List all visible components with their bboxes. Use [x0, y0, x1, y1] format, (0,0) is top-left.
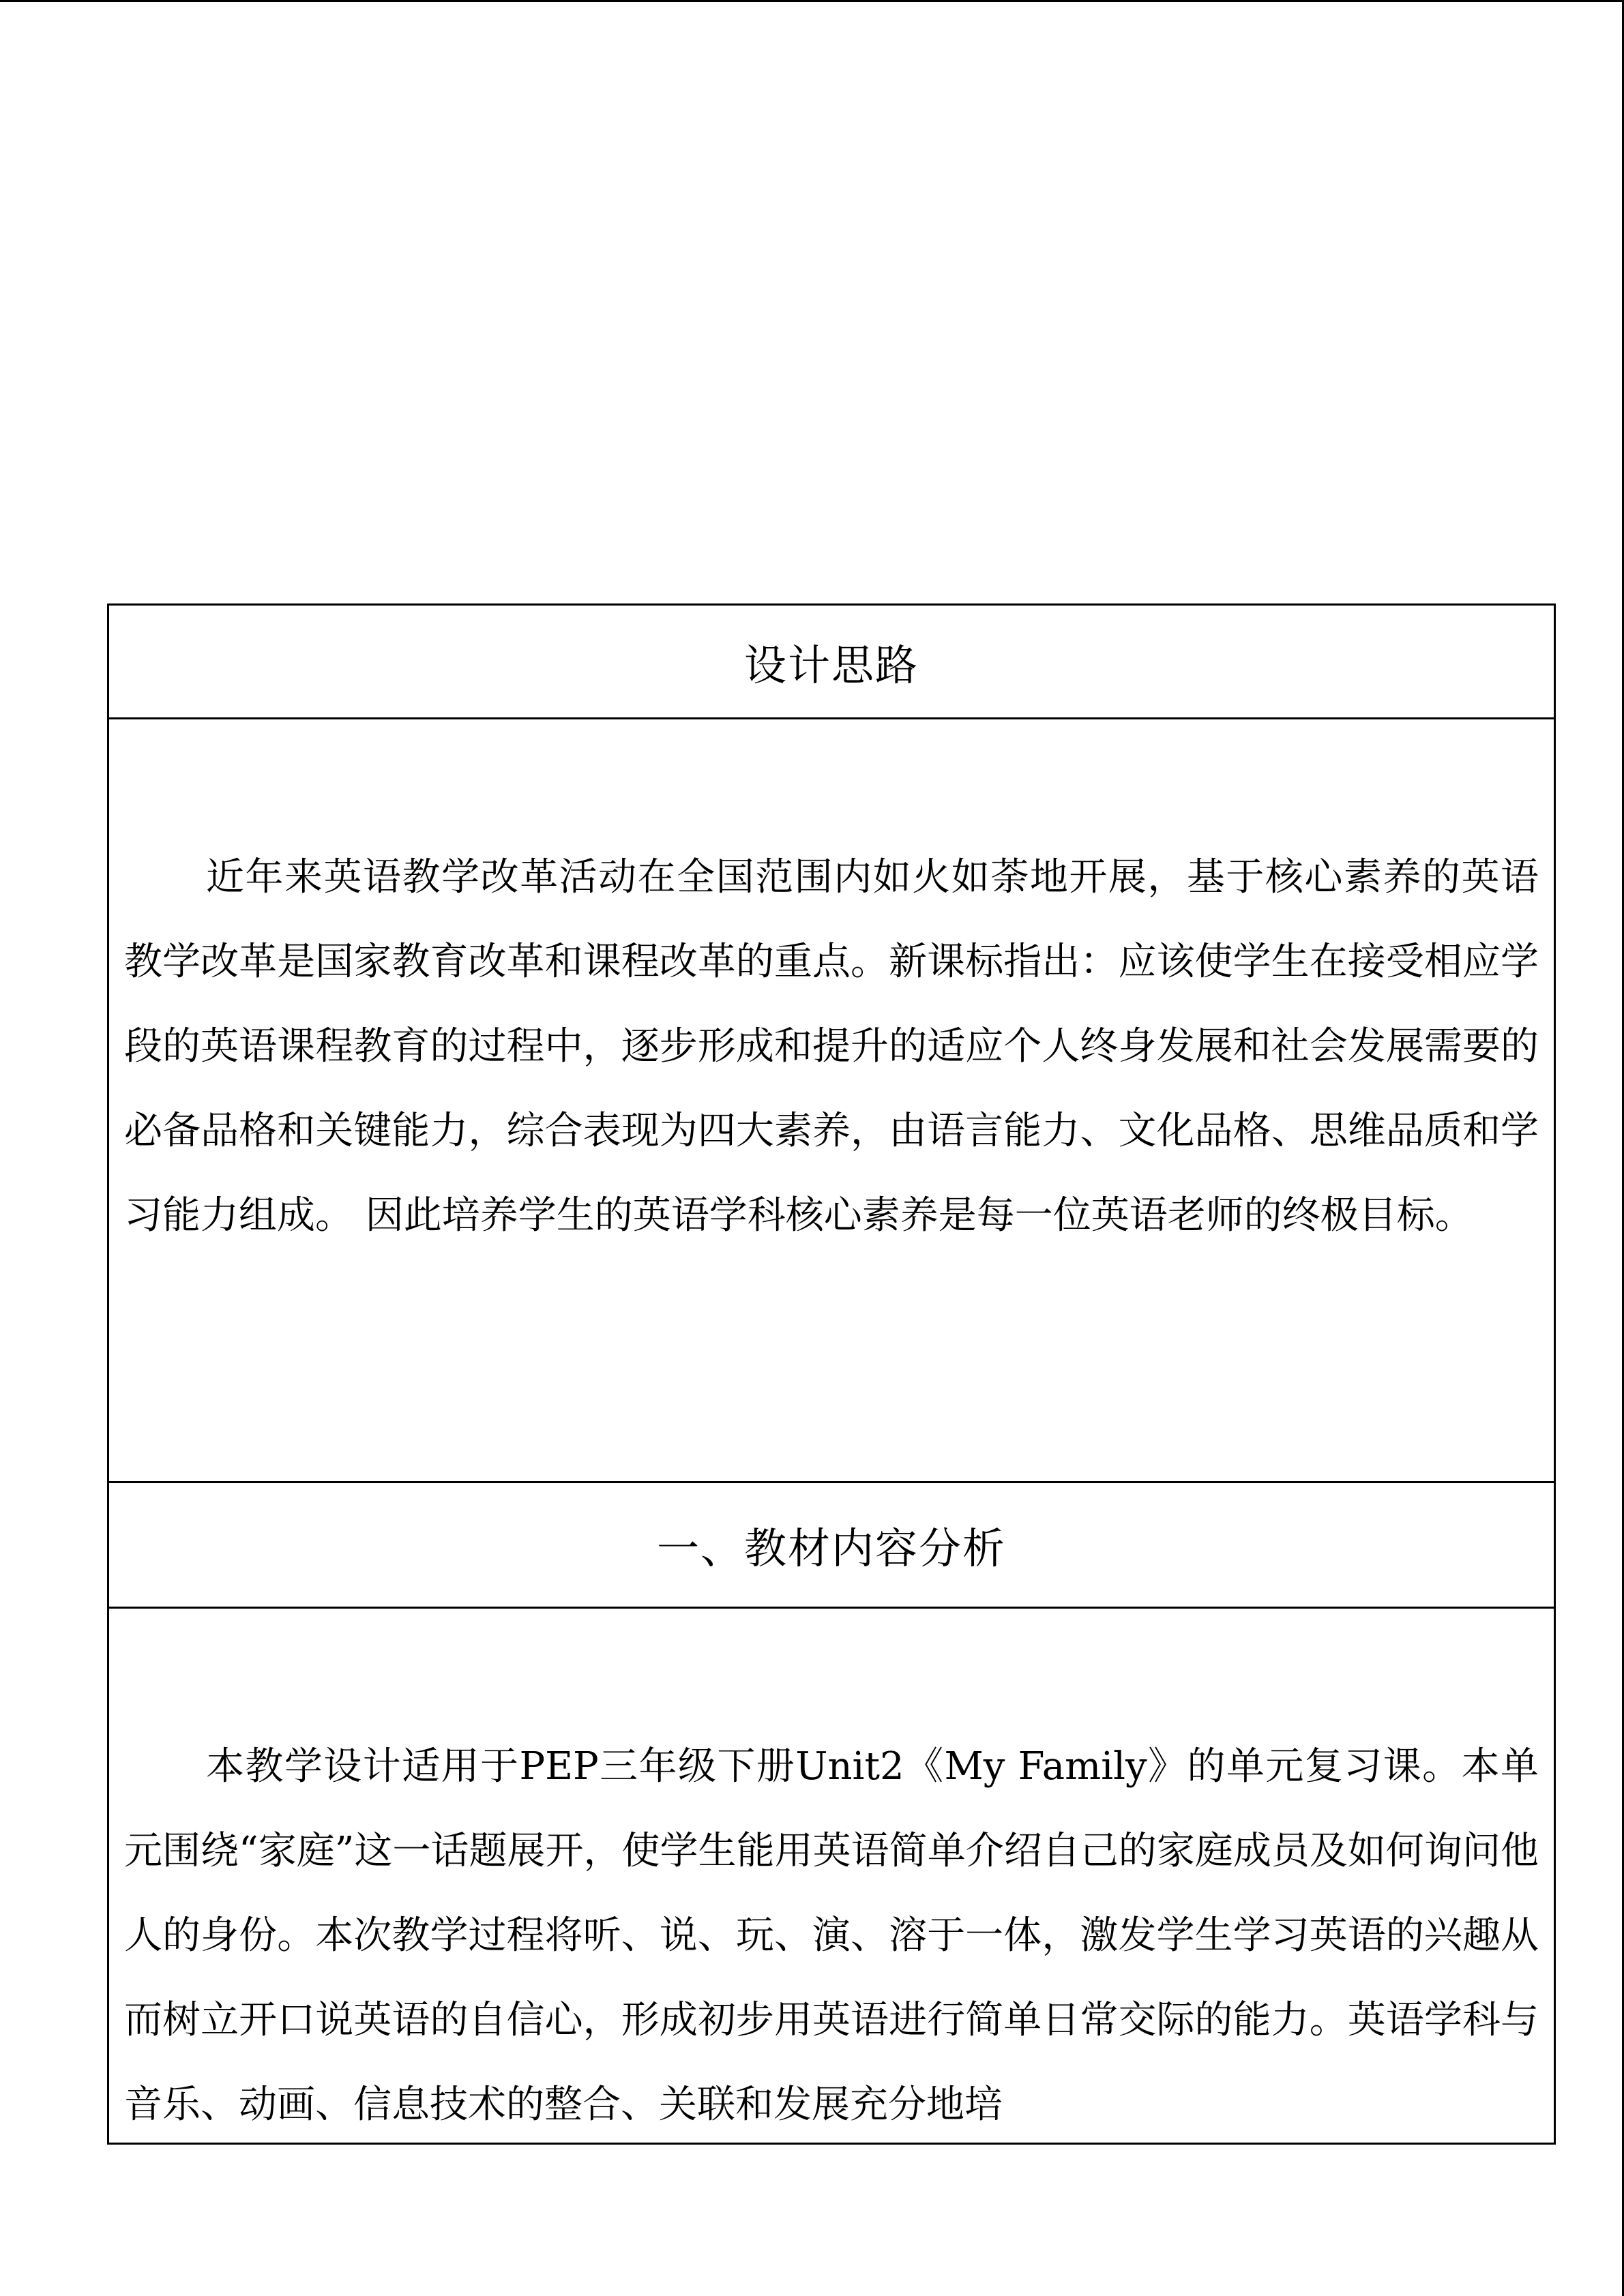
page-top-border: [0, 0, 1624, 2]
design-idea-heading: 设计思路: [743, 640, 919, 690]
design-idea-content-cell: [109, 719, 1554, 1483]
textbook-analysis-heading-cell: [109, 1483, 1554, 1609]
design-idea-heading-cell: [109, 606, 1554, 719]
textbook-analysis-paragraph: 本教学设计适用于PEP三年级下册Unit2《My Family》的单元复习课。本单元围绕“家庭”这一话题展开，使学生能用英语简单介绍自己的家庭成员及如何询问他人的身份。本次教学过程将听、说、玩、演、溶于一体，激发学生学习英语的兴趣从而树立开口说英语的自信心，形成初步用英语进行简单日常交际的能力。英语学科与音乐、动画、信息技术的整合、关联和发展充分地培: [124, 1744, 1539, 2127]
textbook-analysis-content-cell: [109, 1609, 1554, 2143]
design-idea-paragraph: 近年来英语教学改革活动在全国范围内如火如荼地开展，基于核心素养的英语教学改革是国家教育改革和课程改革的重点。新课标指出：应该使学生在接受相应学段的英语课程教育的过程中，逐步形成和提升的适应个人终身发展和社会发展需要的必备品格和关键能力，综合表现为四大素养，由语言能力、文化品格、思维品质和学习能力组成。 因此培养学生的英语学科核心素养是每一位英语老师的终极目标。: [124, 855, 1539, 1238]
document-table: [107, 603, 1556, 2145]
textbook-analysis-heading: 一、教材内容分析: [656, 1523, 1006, 1573]
